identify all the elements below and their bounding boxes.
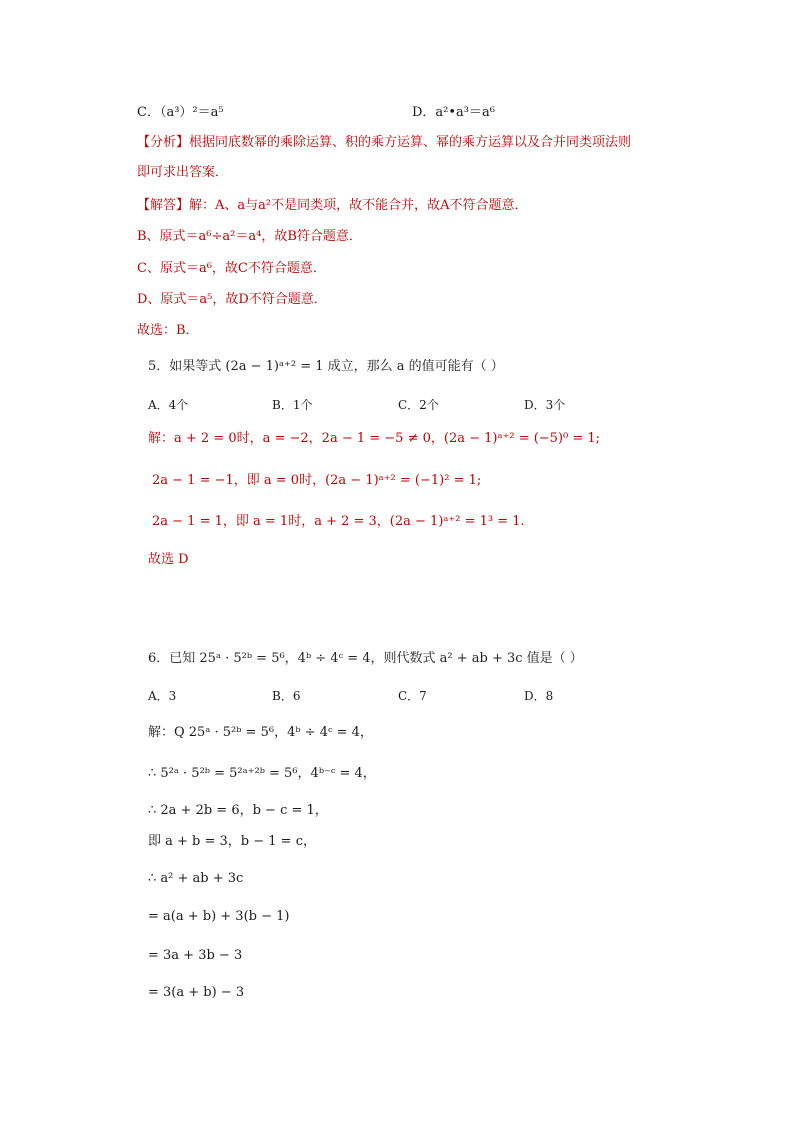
q5-solution-line-1: 解：a + 2 = 0时，a = −2，2a − 1 = −5 ≠ 0，(2a − 1)ᵃ⁺² = (−5)⁰ = 1;: [148, 431, 601, 446]
choice-line: 故选：B．: [137, 323, 199, 338]
analysis-line-2: 即可求出答案．: [137, 165, 229, 180]
q6-step-2: ∴ 5²ᵃ · 5²ᵇ = 5²ᵃ⁺²ᵇ = 5⁶，4ᵇ⁻ᶜ = 4，: [148, 766, 376, 781]
analysis-line-1: [137, 134, 631, 152]
solution-d: D、原式＝a⁵，故D不符合题意．: [137, 292, 327, 307]
q5-option-c: C．2个: [398, 398, 439, 412]
q5-option-a: A．4个: [148, 398, 189, 412]
q5-stem: 5．如果等式 (2a − 1)ᵃ⁺² = 1 成立，那么 a 的值可能有（ ）: [148, 359, 504, 374]
option-d: D．a²•a³＝a⁶: [412, 105, 495, 120]
q5-option-d: D．3个: [524, 398, 566, 412]
q6-step-1: 解：Q 25ᵃ · 5²ᵇ = 5⁶，4ᵇ ÷ 4ᶜ = 4，: [148, 725, 373, 740]
q6-option-c: C．7: [398, 689, 427, 703]
q6-step-4: 即 a + b = 3，b − 1 = c，: [148, 834, 316, 849]
analysis-tag: 【分析】: [137, 135, 190, 150]
analysis-text-1: 根据同底数幂的乘除运算、积的乘方运算、幂的乘方运算以及合并同类项法则: [189, 135, 632, 150]
q6-option-a: A．3: [148, 689, 177, 703]
q6-step-7: = 3a + 3b − 3: [148, 948, 243, 963]
q6-stem: 6．已知 25ᵃ · 5²ᵇ = 5⁶，4ᵇ ÷ 4ᶜ = 4，则代数式 a² + ab + 3c 值是（ ）: [148, 651, 583, 666]
q6-option-b: B．6: [272, 689, 301, 703]
solution-line-a: [137, 197, 528, 215]
q5-answer: 故选 D: [148, 552, 189, 567]
option-c: C．（a³）²＝a⁵: [137, 105, 224, 120]
q5-solution-line-2: 2a − 1 = −1，即 a = 0时，(2a − 1)ᵃ⁺² = (−1)² = 1;: [152, 473, 482, 488]
q5-option-b: B．1个: [272, 398, 313, 412]
q6-step-8: = 3(a + b) − 3: [148, 985, 245, 1000]
q6-step-5: ∴ a² + ab + 3c: [148, 871, 244, 886]
q6-step-6: = a(a + b) + 3(b − 1): [148, 909, 290, 924]
solution-a: 解：A、a与a²不是同类项，故不能合并，故A不符合题意．: [189, 198, 528, 213]
q5-solution-line-3: 2a − 1 = 1，即 a = 1时，a + 2 = 3，(2a − 1)ᵃ⁺² = 1³ = 1.: [152, 514, 525, 529]
solution-c: C、原式＝a⁶，故C不符合题意．: [137, 261, 326, 276]
solution-b: B、原式＝a⁶÷a²＝a⁴，故B符合题意．: [137, 229, 362, 244]
q6-step-3: ∴ 2a + 2b = 6，b − c = 1，: [148, 803, 328, 818]
q6-option-d: D．8: [524, 689, 554, 703]
solution-tag: 【解答】: [137, 198, 190, 213]
